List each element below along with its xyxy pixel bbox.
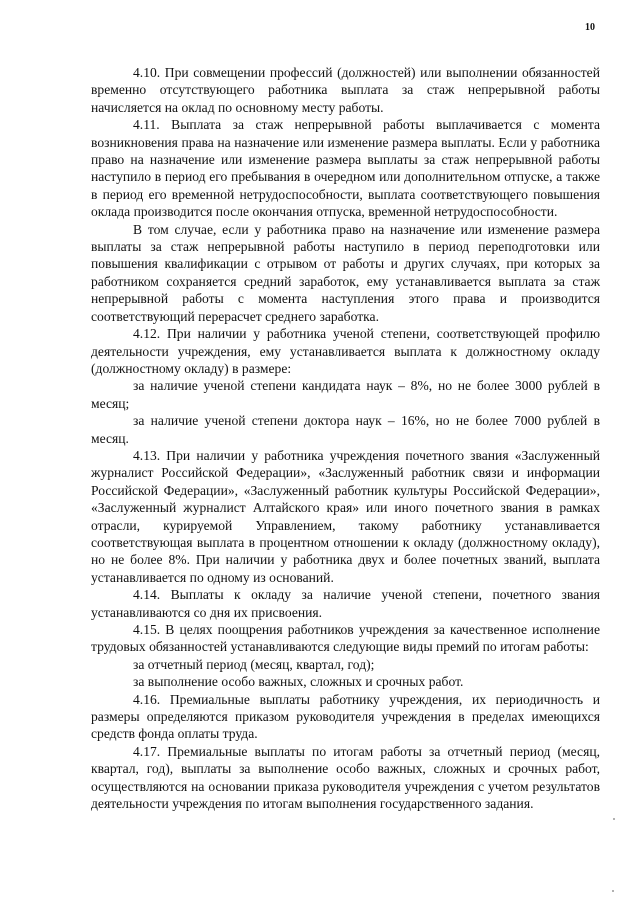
- document-body: [91, 64, 600, 812]
- list-item-doctor: за наличие ученой степени доктора наук – 16%, но не более 7000 рублей в месяц.: [91, 413, 600, 446]
- list-item-urgent: за выполнение особо важных, сложных и срочных работ.: [133, 674, 464, 690]
- list-item-candidate: за наличие ученой степени кандидата наук – 8%, но не более 3000 рублей в месяц;: [91, 378, 600, 411]
- paragraph-4-11-cont: В том случае, если у работника право на назначение или изменение размера выплаты за стаж непрерывной работы наступило в период переподготовки или повышения квалификации с отрывом от работы и других случаях, при которых за работником сохраняется средний заработок, ему устанавливается выплата за стаж непрерывной работы с момента наступления этого права и производится соответствующий перерасчет среднего заработка.: [91, 221, 600, 324]
- scan-speck: [613, 818, 615, 820]
- paragraph-4-12: 4.12. При наличии у работника ученой степени, соответствующей профилю деятельности учреждения, ему устанавливается выплата к должностному окладу (должностному окладу) в размере:: [91, 326, 600, 376]
- paragraph-4-13: 4.13. При наличии у работника учреждения почетного звания «Заслуженный журналист Российской Федерации», «Заслуженный работник связи и информации Российской Федерации», «Заслуженный работник культуры Российской Федерации», «Заслуженный журналист Алтайского края» или иного почетного звания в рамках отрасли, курируемой Управлением, такому работнику устанавливается соответствующая выплата в процентном отношении к окладу (должностному окладу), но не более 8%. При наличии у работника двух и более почетных званий, выплата устанавливается по одному из оснований.: [91, 447, 600, 585]
- paragraph-4-17: 4.17. Премиальные выплаты по итогам работы за отчетный период (месяц, квартал, год), выплаты за выполнение особо важных, сложных и срочных работ, осуществляются на основании приказа руководителя учреждения с учетом результатов деятельности учреждения по итогам выполнения государственного задания.: [91, 743, 600, 812]
- scan-speck: [612, 890, 614, 892]
- paragraph-4-14: 4.14. Выплаты к окладу за наличие ученой степени, почетного звания устанавливаются со дня их присвоения.: [91, 587, 600, 620]
- list-item-period: за отчетный период (месяц, квартал, год);: [133, 656, 375, 672]
- paragraph-4-16: 4.16. Премиальные выплаты работнику учреждения, их периодичность и размеры определяются приказом руководителя учреждения в пределах имеющихся средств фонда оплаты труда.: [91, 691, 600, 742]
- paragraph-4-15: 4.15. В целях поощрения работников учреждения за качественное исполнение трудовых обязанностей устанавливаются следующие виды премий по итогам работы:: [91, 622, 600, 655]
- paragraph-4-10: 4.10. При совмещении профессий (должностей) или выполнении обязанностей временно отсутствующего работника выплата за стаж непрерывной работы начисляется на оклад по основному месту работы.: [91, 65, 600, 115]
- page-number: 10: [585, 22, 595, 33]
- paragraph-4-11: 4.11. Выплата за стаж непрерывной работы выплачивается с момента возникновения права на назначение или изменение размера выплаты. Если у работника право на назначение или изменение размера выплаты за стаж непрерывной работы наступило в период его пребывания в очередном или дополнительном отпуске, а также в период его временной нетрудоспособности, выплата соответствующего повышения оклада производится после окончания отпуска, временной нетрудоспособности.: [91, 117, 600, 220]
